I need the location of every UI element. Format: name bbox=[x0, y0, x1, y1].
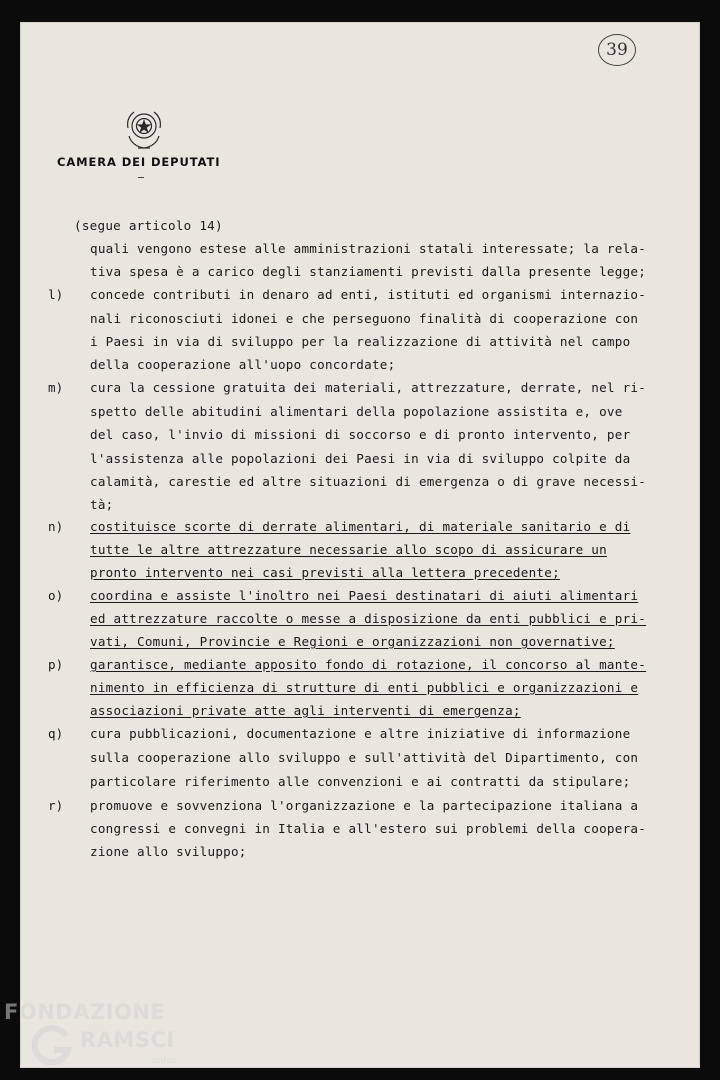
item-line: della cooperazione all'uopo concordate; bbox=[90, 357, 396, 372]
item-line: sulla cooperazione allo sviluppo e sull'attività del Dipartimento, con bbox=[90, 750, 639, 765]
page-number: 39 bbox=[598, 34, 636, 66]
item-line: particolare riferimento alle convenzioni e ai contratti da stipulare; bbox=[90, 774, 631, 789]
item-line: promuove e sovvenziona l'organizzazione e la partecipazione italiana a bbox=[90, 798, 639, 813]
item-line: i Paesi in via di sviluppo per la realizzazione di attività nel campo bbox=[90, 334, 631, 349]
item-marker: n) bbox=[48, 519, 64, 534]
item-line: vati, Comuni, Provincie e Regioni e organizzazioni non governative; bbox=[90, 634, 615, 649]
item-line: calamità, carestie ed altre situazioni di emergenza o di grave necessi- bbox=[90, 474, 647, 489]
item-line: nimento in efficienza di strutture di enti pubblici e organizzazioni e bbox=[90, 680, 639, 695]
item-line: coordina e assiste l'inoltro nei Paesi destinatari di aiuti alimentari bbox=[90, 588, 639, 603]
continuation-note: (segue articolo 14) bbox=[74, 218, 223, 233]
item-line: ed attrezzature raccolte o messe a disposizione da enti pubblici e pri- bbox=[90, 611, 647, 626]
italian-republic-emblem-icon bbox=[124, 106, 164, 152]
archive-watermark bbox=[4, 998, 204, 1078]
item-line: nali riconosciuti idonei e che perseguono finalità di cooperazione con bbox=[90, 311, 639, 326]
item-line: cura la cessione gratuita dei materiali, attrezzature, derrate, nel ri- bbox=[90, 380, 647, 395]
item-line: garantisce, mediante apposito fondo di rotazione, il concorso al mante- bbox=[90, 657, 647, 672]
item-marker: o) bbox=[48, 588, 64, 603]
item-line: zione allo sviluppo; bbox=[90, 844, 247, 859]
item-line: concede contributi in denaro ad enti, istituti ed organismi internazio- bbox=[90, 287, 647, 302]
item-line: associazioni private atte agli interventi di emergenza; bbox=[90, 703, 521, 718]
item-marker: m) bbox=[48, 380, 64, 395]
item-line: pronto intervento nei casi previsti alla lettera precedente; bbox=[90, 565, 560, 580]
watermark-line1: FONDAZIONE bbox=[4, 1000, 166, 1024]
item-line: tà; bbox=[90, 497, 114, 512]
item-line: l'assistenza alle popolazioni dei Paesi in via di sviluppo colpite da bbox=[90, 451, 631, 466]
item-line: del caso, l'invio di missioni di soccorso e di pronto intervento, per bbox=[90, 427, 631, 442]
item-marker: r) bbox=[48, 798, 64, 813]
institution-heading: CAMERA DEI DEPUTATI bbox=[57, 155, 221, 169]
item-line: tutte le altre attrezzature necessarie allo scopo di assicurare un bbox=[90, 542, 607, 557]
item-line: cura pubblicazioni, documentazione e altre iniziative di informazione bbox=[90, 726, 631, 741]
watermark-line2: RAMSCI bbox=[80, 1028, 175, 1052]
intro-line: tiva spesa è a carico degli stanziamenti previsti dalla presente legge; bbox=[90, 264, 647, 279]
item-line: costituisce scorte di derrate alimentari, di materiale sanitario e di bbox=[90, 519, 631, 534]
intro-line: quali vengono estese alle amministrazioni statali interessate; la rela- bbox=[90, 241, 647, 256]
item-marker: p) bbox=[48, 657, 64, 672]
watermark-suffix: onlus bbox=[152, 1056, 177, 1066]
item-marker: q) bbox=[48, 726, 64, 741]
item-line: congressi e convegni in Italia e all'estero sui problemi della coopera- bbox=[90, 821, 647, 836]
watermark-g-logo-icon bbox=[30, 1024, 74, 1068]
item-marker: l) bbox=[48, 287, 64, 302]
heading-dash bbox=[138, 177, 144, 178]
item-line: spetto delle abitudini alimentari della popolazione assistita e, ove bbox=[90, 404, 623, 419]
